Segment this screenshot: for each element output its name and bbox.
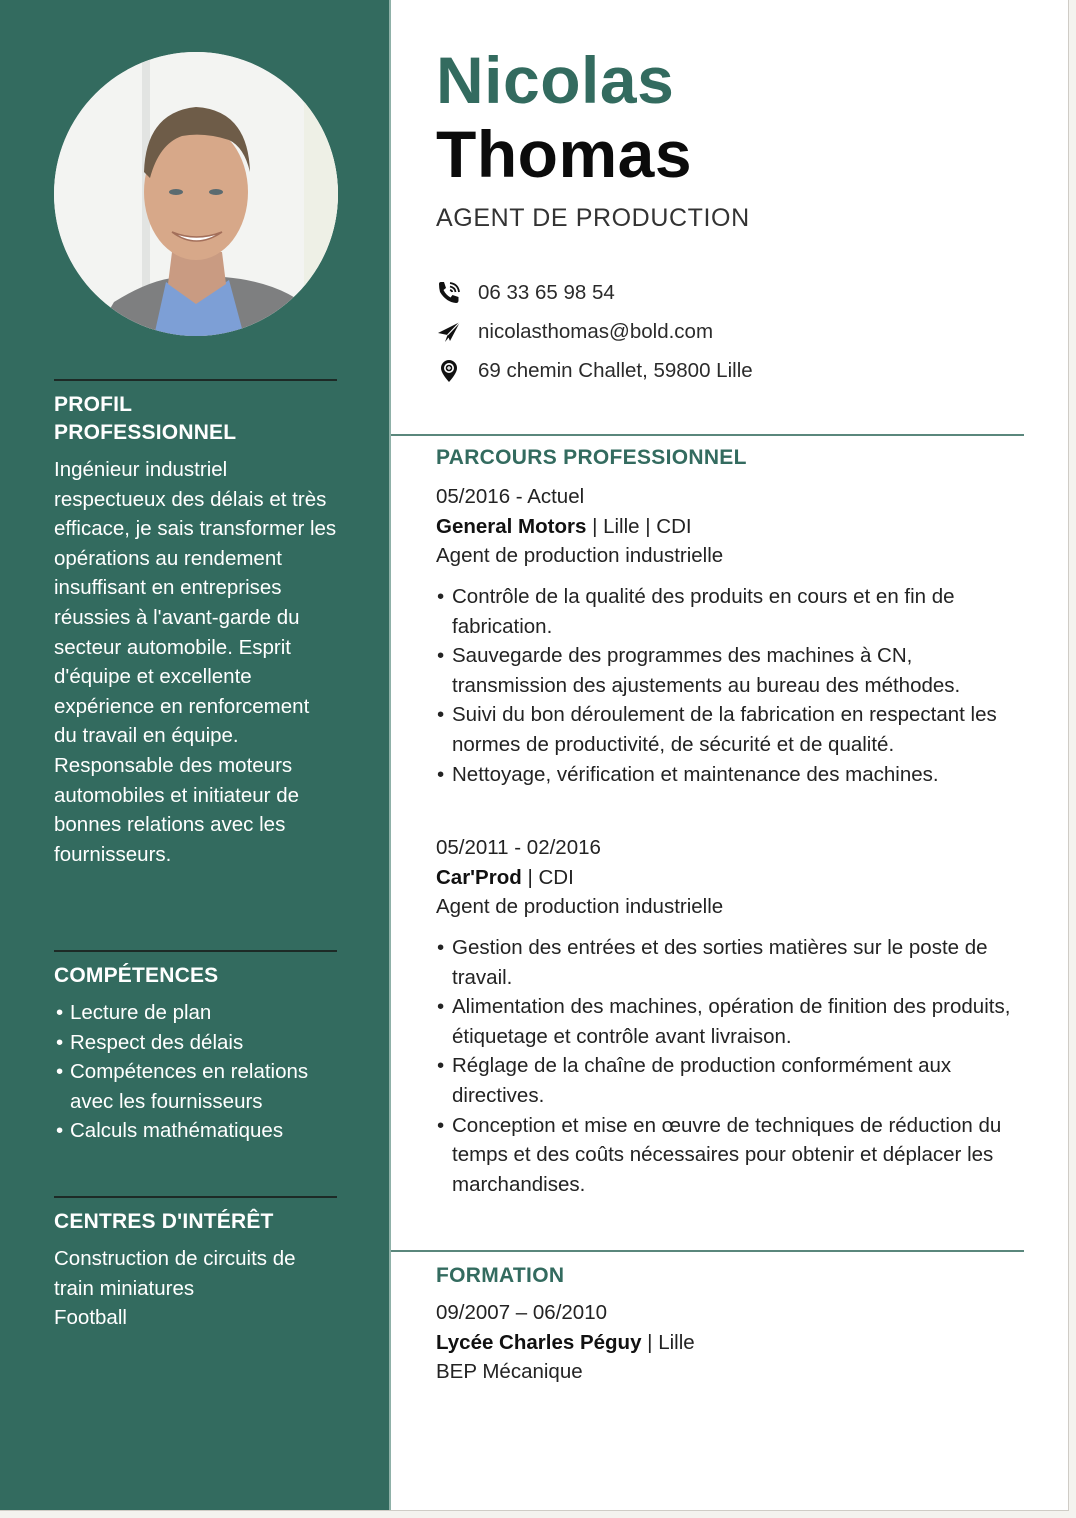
education-degree: BEP Mécanique: [436, 1360, 583, 1384]
interest-item: Construction de circuits de train miniatures: [54, 1247, 296, 1300]
address-text: 69 chemin Challet, 59800 Lille: [478, 359, 753, 382]
map-pin-icon: [436, 358, 462, 384]
education-school-line: [436, 1328, 695, 1358]
first-name: Nicolas: [436, 43, 675, 117]
job-2-bullets: [436, 933, 1026, 1199]
paper-plane-icon: [436, 319, 462, 345]
job-details: | Lille | CDI: [586, 514, 692, 538]
interests-title: CENTRES D'INTÉRÊT: [54, 1210, 274, 1233]
job-1: [436, 482, 723, 571]
job-1-bullets: [436, 582, 1026, 789]
experience-title: PARCOURS PROFESSIONNEL: [436, 446, 747, 469]
last-name: Thomas: [436, 117, 693, 191]
phone-icon: [436, 280, 462, 306]
job-role: Agent de production industrielle: [436, 544, 724, 568]
job-company: General Motors: [436, 514, 587, 538]
phone-number[interactable]: 06 33 65 98 54: [478, 281, 615, 304]
skill-item: • Lecture de plan: [54, 998, 337, 1028]
job-bullet: • Gestion des entrées et des sorties matières sur le poste de travail.: [436, 933, 1026, 992]
job-company-line: [436, 512, 723, 542]
job-bullet: • Suivi du bon déroulement de la fabrication en respectant les normes de productivité, de sécurité et de qualité.: [436, 700, 1026, 759]
job-bullet: • Nettoyage, vérification et maintenance des machines.: [436, 760, 1026, 790]
skill-item: • Compétences en relations avec les fournisseurs: [54, 1057, 337, 1116]
portrait-image: [54, 52, 338, 336]
education-details: | Lille: [641, 1330, 695, 1354]
skill-item: • Calculs mathématiques: [54, 1116, 337, 1146]
job-company-line: [436, 863, 723, 893]
skill-item: • Respect des délais: [54, 1028, 337, 1058]
job-dates: 05/2016 - Actuel: [436, 485, 585, 508]
skills-list: [54, 998, 337, 1146]
job-details: | CDI: [521, 865, 574, 889]
profile-text: Ingénieur industriel respectueux des délais et très efficace, je sais transformer les opérations au rendement insuffisant en entreprises réussies à l'avant-garde du secteur automobile. Esprit d'équipe et excellente expérience en renforcement du travail en équipe. Responsable des moteurs automobiles et initiateur de bonnes relations avec les fournisseurs.: [54, 458, 337, 866]
section-divider: [54, 379, 337, 381]
job-bullet: • Alimentation des machines, opération de finition des produits, étiquetage et contrôle avant livraison.: [436, 992, 1026, 1051]
interests-list: [54, 1244, 337, 1333]
section-divider: [54, 950, 337, 952]
section-divider: [391, 1250, 1024, 1252]
job-2: [436, 833, 723, 922]
education-dates: 09/2007 – 06/2010: [436, 1301, 607, 1324]
job-bullet: • Contrôle de la qualité des produits en cours et en fin de fabrication.: [436, 582, 1026, 641]
email-address[interactable]: nicolasthomas@bold.com: [478, 320, 714, 343]
contact-email: [436, 319, 713, 345]
education-title: FORMATION: [436, 1264, 565, 1287]
job-role: Agent de production industrielle: [436, 895, 724, 919]
skills-section: [54, 950, 337, 1146]
job-company: Car'Prod: [436, 865, 522, 889]
interest-item: Football: [54, 1306, 127, 1330]
contact-phone: [436, 280, 615, 306]
section-divider: [54, 1196, 337, 1198]
job-title: AGENT DE PRODUCTION: [436, 204, 750, 232]
job-bullet: • Réglage de la chaîne de production conformément aux directives.: [436, 1051, 1026, 1110]
job-bullet: • Sauvegarde des programmes des machines à CN, transmission des ajustements au bureau des méthodes.: [436, 641, 1026, 700]
section-divider: [391, 434, 1024, 436]
education-school: Lycée Charles Péguy: [436, 1330, 642, 1354]
education-entry: [436, 1298, 695, 1387]
interests-section: [54, 1196, 337, 1333]
profile-photo: [54, 52, 338, 336]
skills-title: COMPÉTENCES: [54, 964, 219, 987]
profile-title: PROFIL PROFESSIONNEL: [54, 393, 237, 444]
contact-address: [436, 358, 753, 384]
sidebar: [0, 0, 391, 1510]
profile-section: [54, 379, 337, 869]
job-dates: 05/2011 - 02/2016: [436, 836, 601, 859]
job-bullet: • Conception et mise en œuvre de techniques de réduction du temps et des coûts nécessaires pour obtenir et déplacer les marchandises.: [436, 1111, 1026, 1200]
